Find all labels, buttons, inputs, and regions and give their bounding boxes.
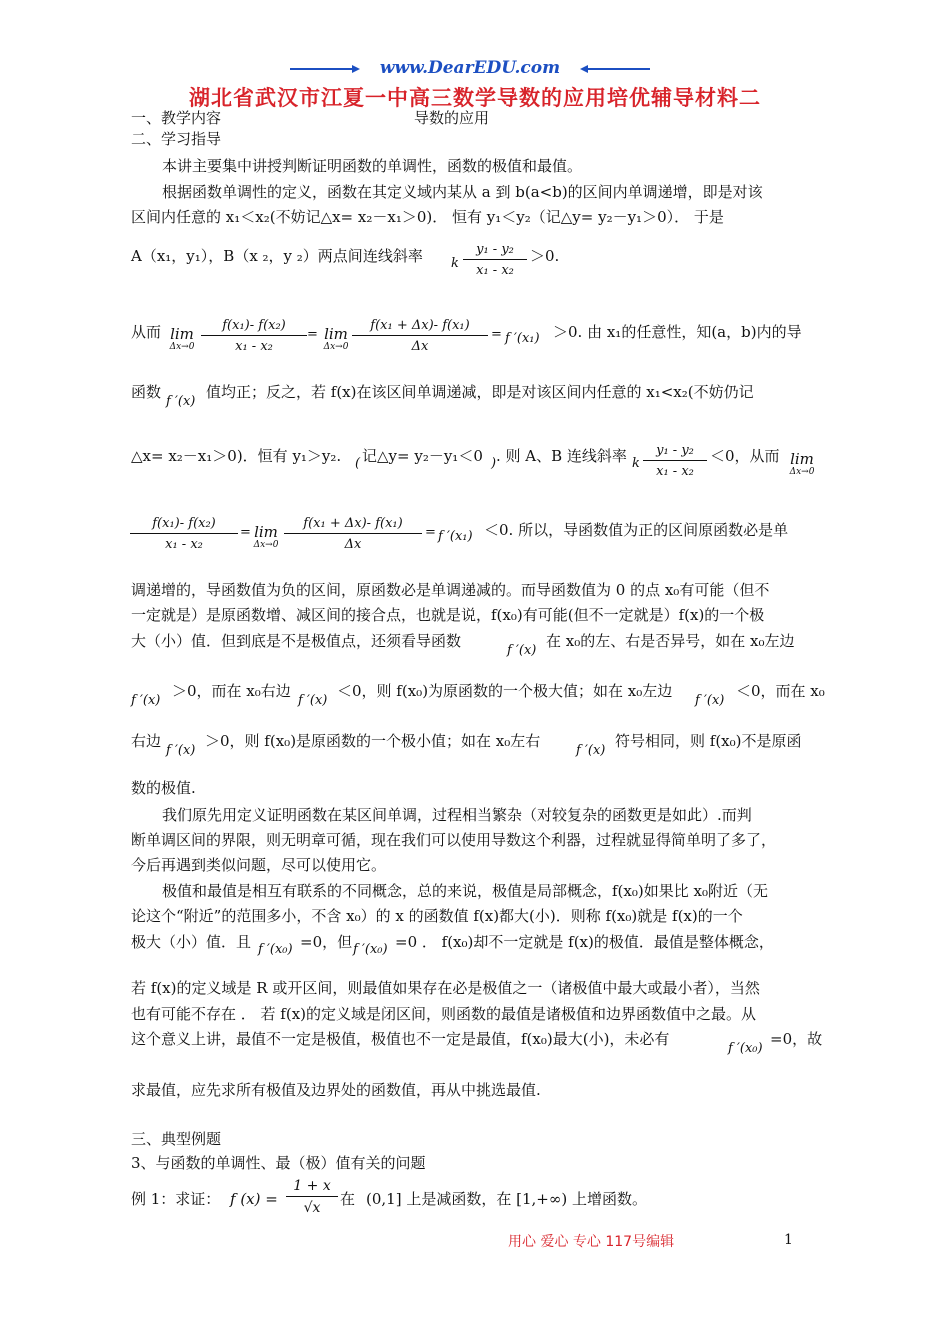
site-url[interactable]: www.DearEDU.com [379, 58, 561, 78]
p2-line4b: ＞0. 由 x₁的任意性，知(a，b)内的导 [553, 323, 802, 341]
equals-1: = [307, 327, 318, 342]
p2-line5b: 值均正；反之，若 f(x)在该区间单调递减，即是对该区间内任意的 x₁<x₂(不妨仍记 [206, 383, 754, 401]
derivative-x1-1: f ′(x₁) [505, 331, 540, 346]
derivative-x-3: f ′(x) [131, 693, 161, 708]
lim-subscript: Δx→0 [253, 540, 279, 550]
p2-line3a: A（x₁，y₁），B（x ₂，y ₂）两点间连线斜率 [131, 247, 423, 265]
section2-label: 二、学习指导 [131, 130, 222, 148]
inc-denominator: Δx [344, 537, 362, 552]
p2-line9: 一定就是）是原函数增、减区间的接合点，也就是说，f(x₀)有可能(但不一定就是）f(x)的一个极 [131, 606, 765, 624]
equals-3: = [240, 525, 251, 540]
p2-line11b: ＜0，则 f(x₀)为原函数的一个极大值；如在 x₀左边 [337, 682, 673, 700]
lim-subscript: Δx→0 [169, 342, 195, 352]
p3-line3: 今后再遇到类似问题，尽可以使用它。 [131, 856, 387, 874]
slope-numerator: y₁ - y₂ [643, 443, 707, 461]
example1-prefix: 例 1：求证： [131, 1190, 221, 1208]
p2-line6b: 记△y= y₂－y₁＜0 [362, 447, 483, 465]
p4-line7: 求最值，应先求所有极值及边界处的函数值，再从中挑选最值. [131, 1081, 541, 1099]
increment-fraction-2 [284, 516, 422, 552]
topic3-heading: 3、与函数的单调性、最（极）值有关的问题 [131, 1154, 426, 1172]
derivative-x-7: f ′(x) [576, 743, 606, 758]
footer-note: 用心 爱心 专心 117号编辑 [508, 1234, 675, 1250]
lim-word: lim [170, 325, 194, 343]
lim-word: lim [324, 325, 348, 343]
lim-word: lim [790, 450, 814, 468]
example1-suffix-a: 在 [340, 1190, 356, 1208]
slope-denominator: x₁ - x₂ [656, 464, 694, 479]
p2-line12a: 右边 [131, 732, 162, 750]
document-title: 湖北省武汉市江夏一中高三数学导数的应用培优辅导材料二 [189, 86, 761, 110]
example1-numerator: 1 + x [286, 1178, 338, 1197]
derivative-x-6: f ′(x) [166, 743, 196, 758]
p4-line2: 论这个“附近”的范围多小，不含 x₀）的 x 的函数值 f(x)都大(小)．则称 f(x₀)就是 f(x)的一个 [131, 907, 743, 925]
diff-numerator: f(x₁)- f(x₂) [130, 516, 238, 534]
p2-line12b: ＞0，则 f(x₀)是原函数的一个极小值；如在 x₀左右 [205, 732, 541, 750]
section1-label: 一、教学内容 [131, 109, 222, 127]
p4-line6a: 这个意义上讲，最值不一定是极值，极值也不一定是最值，f(x₀)最大(小)，未必有 [131, 1030, 670, 1048]
slope-k: k [451, 256, 459, 271]
p4-line3b: =0，但 [300, 933, 353, 951]
derivative-x1-2: f ′(x₁) [438, 529, 473, 544]
p2-line6c: . 则 A、B 连线斜率 [496, 447, 627, 465]
p2-line6a: △x= x₂－x₁＞0)．恒有 y₁＞y₂. [131, 447, 342, 465]
lim-subscript: Δx→0 [789, 467, 815, 477]
derivative-x-5: f ′(x) [695, 693, 725, 708]
example1-fraction [286, 1178, 338, 1216]
difference-fraction-1 [201, 318, 307, 354]
p2-line10b: 在 x₀的左、右是否异号，如在 x₀左边 [546, 632, 795, 650]
slope-numerator: y₁ - y₂ [463, 242, 527, 260]
paren-right: ) [491, 456, 497, 471]
limit-1 [162, 325, 202, 352]
derivative-x0-1: f ′(x₀) [258, 942, 293, 957]
derivative-x0-2: f ′(x₀) [353, 942, 388, 957]
p4-line3c: =0 ． f(x₀)却不一定就是 f(x)的极值．最值是整体概念， [395, 933, 774, 951]
diff-denominator: x₁ - x₂ [235, 339, 273, 354]
limit-4 [246, 523, 286, 550]
p2-line1: 根据函数单调性的定义，函数在其定义域内某从 a 到 b(a<b)的区间内单调递增，即是对该 [162, 183, 763, 201]
diff-denominator: x₁ - x₂ [165, 537, 203, 552]
derivative-x0-3: f ′(x₀) [728, 1041, 763, 1056]
example1-denominator: √x [303, 1200, 321, 1216]
site-banner [290, 58, 650, 80]
p2-line11c: ＜0，而在 x₀ [736, 682, 825, 700]
slope-fraction-2 [643, 443, 707, 479]
p2-line11a: ＞0，而在 x₀右边 [172, 682, 291, 700]
p2-line2: 区间内任意的 x₁＜x₂(不妨记△x= x₂－x₁＞0)． 恒有 y₁＜y₂（记△y= y₂－y₁＞0）． 于是 [131, 208, 724, 226]
banner-arrow-left-icon [290, 68, 356, 70]
slope-fraction [463, 242, 527, 278]
p4-line5: 也有可能不存在 ． 若 f(x)的定义域是闭区间，则函数的最值是诸极值和边界函数值中之最。从 [131, 1005, 757, 1023]
p2-line7b: ＜0. 所以，导函数值为正的区间原函数必是单 [484, 521, 789, 539]
p4-line6b: =0，故 [770, 1030, 823, 1048]
section3-label: 三、典型例题 [131, 1130, 222, 1148]
p3-line1: 我们原先用定义证明函数在某区间单调，过程相当繁杂（对较复杂的函数更是如此）.而判 [162, 806, 752, 824]
p2-line12c: 符号相同，则 f(x₀)不是原函 [615, 732, 802, 750]
limit-2 [316, 325, 356, 352]
derivative-x-1: f ′(x) [166, 394, 196, 409]
equals-2: = [491, 327, 502, 342]
derivative-x-2: f ′(x) [507, 643, 537, 658]
limit-3 [782, 450, 822, 477]
derivative-x-4: f ′(x) [298, 693, 328, 708]
diff-numerator: f(x₁)- f(x₂) [201, 318, 307, 336]
paren-left: ( [355, 456, 361, 471]
p4-line1: 极值和最值是相互有联系的不同概念，总的来说，极值是局部概念，f(x₀)如果比 x₀附近（无 [162, 882, 768, 900]
difference-fraction-2 [130, 516, 238, 552]
equals-4: = [425, 525, 436, 540]
p4-line3a: 极大（小）值．且 [131, 933, 252, 951]
slope-k-2: k [632, 456, 640, 471]
inc-numerator: f(x₁ + Δx)- f(x₁) [352, 318, 488, 336]
p2-line8: 调递增的，导函数值为负的区间，原函数必是单调递减的。而导函数值为 0 的点 x₀有可能（但不 [131, 581, 770, 599]
p2-line4a: 从而 [131, 323, 162, 341]
increment-fraction-1 [352, 318, 488, 354]
page-number: 1 [784, 1232, 793, 1248]
lim-subscript: Δx→0 [323, 342, 349, 352]
p4-line4: 若 f(x)的定义域是 R 或开区间，则最值如果存在必是极值之一（诸极值中最大或最小者），当然 [131, 979, 760, 997]
p2-line13: 数的极值. [131, 779, 196, 797]
lim-word: lim [254, 523, 278, 541]
inc-numerator: f(x₁ + Δx)- f(x₁) [284, 516, 422, 534]
example1-func-lhs: f (x) = [230, 1190, 278, 1208]
paragraph1: 本讲主要集中讲授判断证明函数的单调性，函数的极值和最值。 [162, 157, 583, 175]
inc-denominator: Δx [411, 339, 429, 354]
p3-line2: 断单调区间的界限，则无明章可循，现在我们可以使用导数这个利器，过程就显得简单明了多了， [131, 831, 777, 849]
p2-line6d: ＜0，从而 [710, 447, 780, 465]
p2-line3b: ＞0. [530, 247, 560, 265]
section1-topic: 导数的应用 [414, 109, 490, 127]
banner-arrow-right-icon [584, 68, 650, 70]
p2-line10a: 大（小）值．但到底是不是极值点，还须看导函数 [131, 632, 462, 650]
p2-line5a: 函数 [131, 383, 162, 401]
slope-denominator: x₁ - x₂ [476, 263, 514, 278]
example1-suffix-b: (0,1] 上是减函数，在 [1,+∞) 上增函数。 [366, 1190, 647, 1208]
